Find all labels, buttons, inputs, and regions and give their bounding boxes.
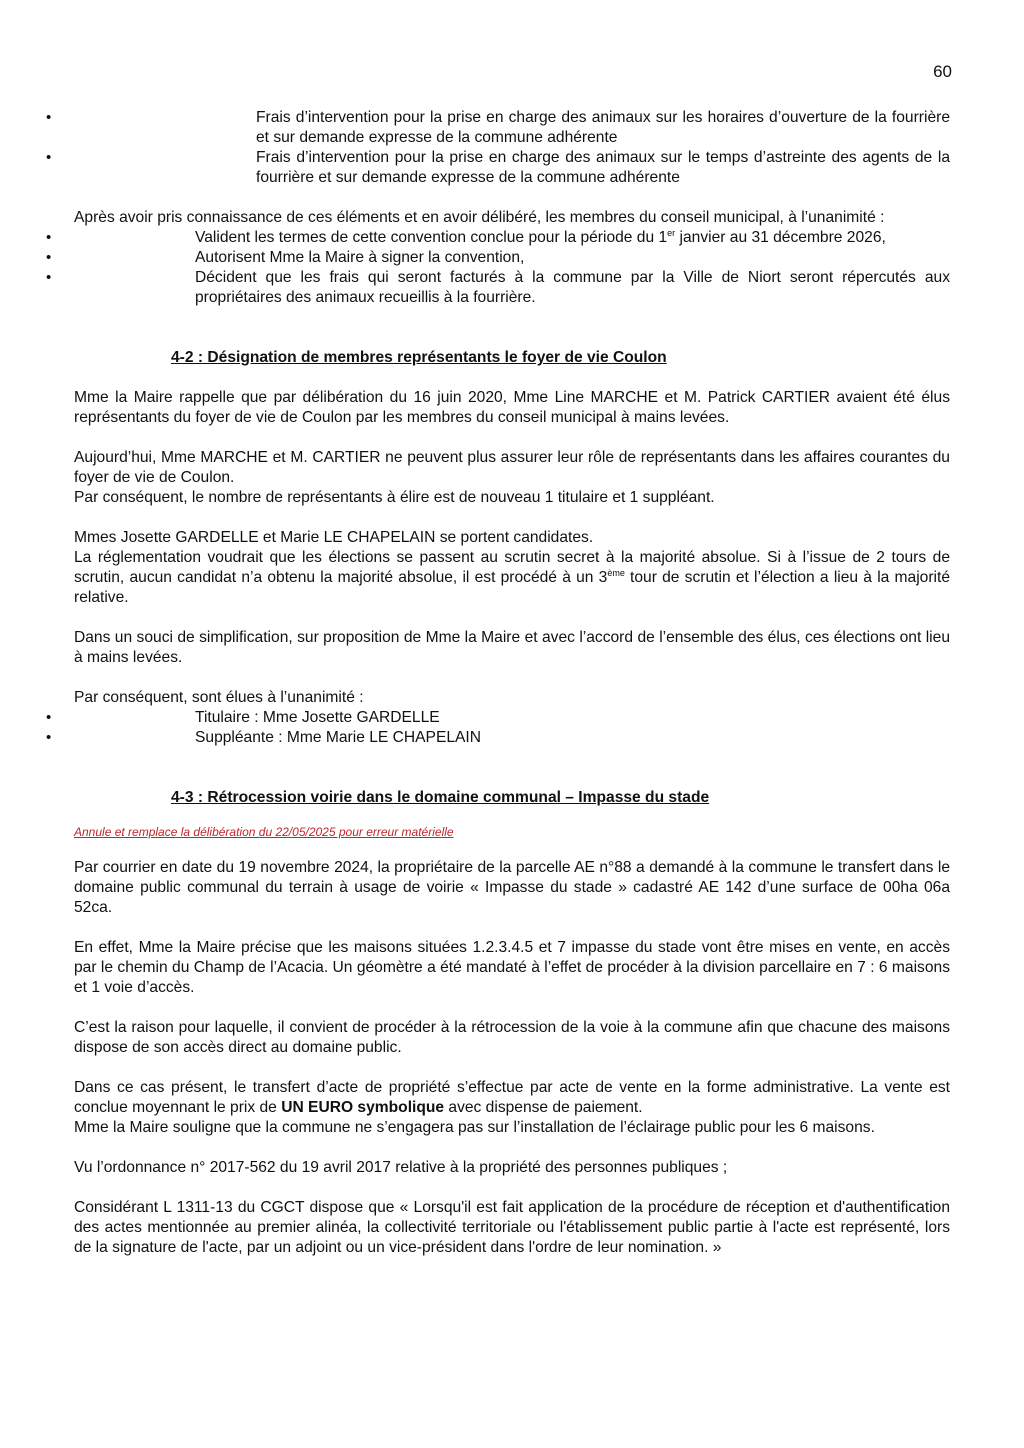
section-heading-4-2: 4-2 : Désignation de membres représentants le foyer de vie Coulon: [171, 349, 667, 366]
paragraph: Vu l’ordonnance n° 2017-562 du 19 avril 2017 relative à la propriété des personnes publiques ;: [74, 1159, 728, 1176]
paragraph: Par conséquent, le nombre de représentants à élire est de nouveau 1 titulaire et 1 suppléant.: [74, 489, 715, 506]
list-item: • Frais d’intervention pour la prise en charge des animaux sur les horaires d’ouverture de la fourrière et sur demande expresse de la commune adhérente: [74, 108, 950, 148]
correction-note: Annule et remplace la délibération du 22/05/2025 pour erreur matérielle: [74, 825, 454, 839]
list-item: • Titulaire : Mme Josette GARDELLE: [74, 708, 950, 728]
paragraph: C’est la raison pour laquelle, il convient de procéder à la rétrocession de la voie à la commune afin que chacune des maisons dispose de son accès direct au domaine public.: [74, 1019, 950, 1056]
document-body: [74, 108, 950, 1258]
deliberation-intro: Après avoir pris connaissance de ces éléments et en avoir délibéré, les membres du conseil municipal, à l’unanimité :: [74, 209, 885, 226]
paragraph: Dans ce cas présent, le transfert d’acte de propriété s’effectue par acte de vente en la forme administrative. La vente est conclue moyennant le prix de UN EURO symbolique avec dispense de paiement.: [74, 1079, 950, 1116]
paragraph: Mme la Maire rappelle que par délibération du 16 juin 2020, Mme Line MARCHE et M. Patrick CARTIER avaient été élus représentants du foyer de vie de Coulon par les membres du conseil municipal à mains levées.: [74, 389, 950, 426]
elected-list: [74, 708, 950, 748]
list-item: • Décident que les frais qui seront facturés à la commune par la Ville de Niort seront répercutés aux propriétaires des animaux recueillis à la fourrière.: [74, 268, 950, 308]
paragraph: Considérant L 1311-13 du CGCT dispose que « Lorsqu'il est fait application de la procédure de réception et d'authentification des actes mentionnée au premier alinéa, la collectivité territoriale ou l'établissement public partie à l'acte est représenté, lors de la signature de l'acte, par un adjoint ou un vice-président dans l'ordre de leur nomination. »: [74, 1199, 950, 1256]
decision-bullet-list: [74, 228, 950, 308]
list-item: • Autorisent Mme la Maire à signer la convention,: [74, 248, 950, 268]
list-item: • Frais d’intervention pour la prise en charge des animaux sur le temps d’astreinte des agents de la fourrière et sur demande expresse de la commune adhérente: [74, 148, 950, 188]
page-number: 60: [933, 62, 952, 81]
section-heading-4-3: 4-3 : Rétrocession voirie dans le domaine communal – Impasse du stade: [171, 789, 710, 806]
paragraph: En effet, Mme la Maire précise que les maisons situées 1.2.3.4.5 et 7 impasse du stade vont être mises en vente, en accès par le chemin du Champ de l’Acacia. Un géomètre a été mandaté à l’effet de procéder à la division parcellaire en 7 : 6 maisons et 1 voie d’accès.: [74, 939, 950, 996]
paragraph: Dans un souci de simplification, sur proposition de Mme la Maire et avec l’accord de l’ensemble des élus, ces élections ont lieu à mains levées.: [74, 629, 950, 666]
list-item: • Valident les termes de cette convention conclue pour la période du 1er janvier au 31 décembre 2026,: [74, 228, 950, 248]
paragraph: Aujourd’hui, Mme MARCHE et M. CARTIER ne peuvent plus assurer leur rôle de représentants dans les affaires courantes du foyer de vie de Coulon.: [74, 449, 950, 486]
price-emphasis: UN EURO symbolique: [281, 1099, 445, 1116]
paragraph: La réglementation voudrait que les élections se passent au scrutin secret à la majorité absolue. Si à l’issue de 2 tours de scrutin, aucun candidat n’a obtenu la majorité absolue, il est procédé à un 3ème tour de scrutin et l’élection a lieu à la majorité relative.: [74, 549, 950, 606]
paragraph: Mmes Josette GARDELLE et Marie LE CHAPELAIN se portent candidates.: [74, 529, 594, 546]
paragraph: Par courrier en date du 19 novembre 2024, la propriétaire de la parcelle AE n°88 a demandé à la commune le transfert dans le domaine public communal du terrain à usage de voirie « Impasse du stade » cadastré AE 142 d’une surface de 00ha 06a 52ca.: [74, 859, 950, 916]
list-item: • Suppléante : Mme Marie LE CHAPELAIN: [74, 728, 950, 748]
paragraph: Mme la Maire souligne que la commune ne s’engagera pas sur l’installation de l’éclairage public pour les 6 maisons.: [74, 1119, 875, 1136]
paragraph: Par conséquent, sont élues à l’unanimité :: [74, 689, 364, 706]
intro-bullet-list: [74, 108, 950, 188]
